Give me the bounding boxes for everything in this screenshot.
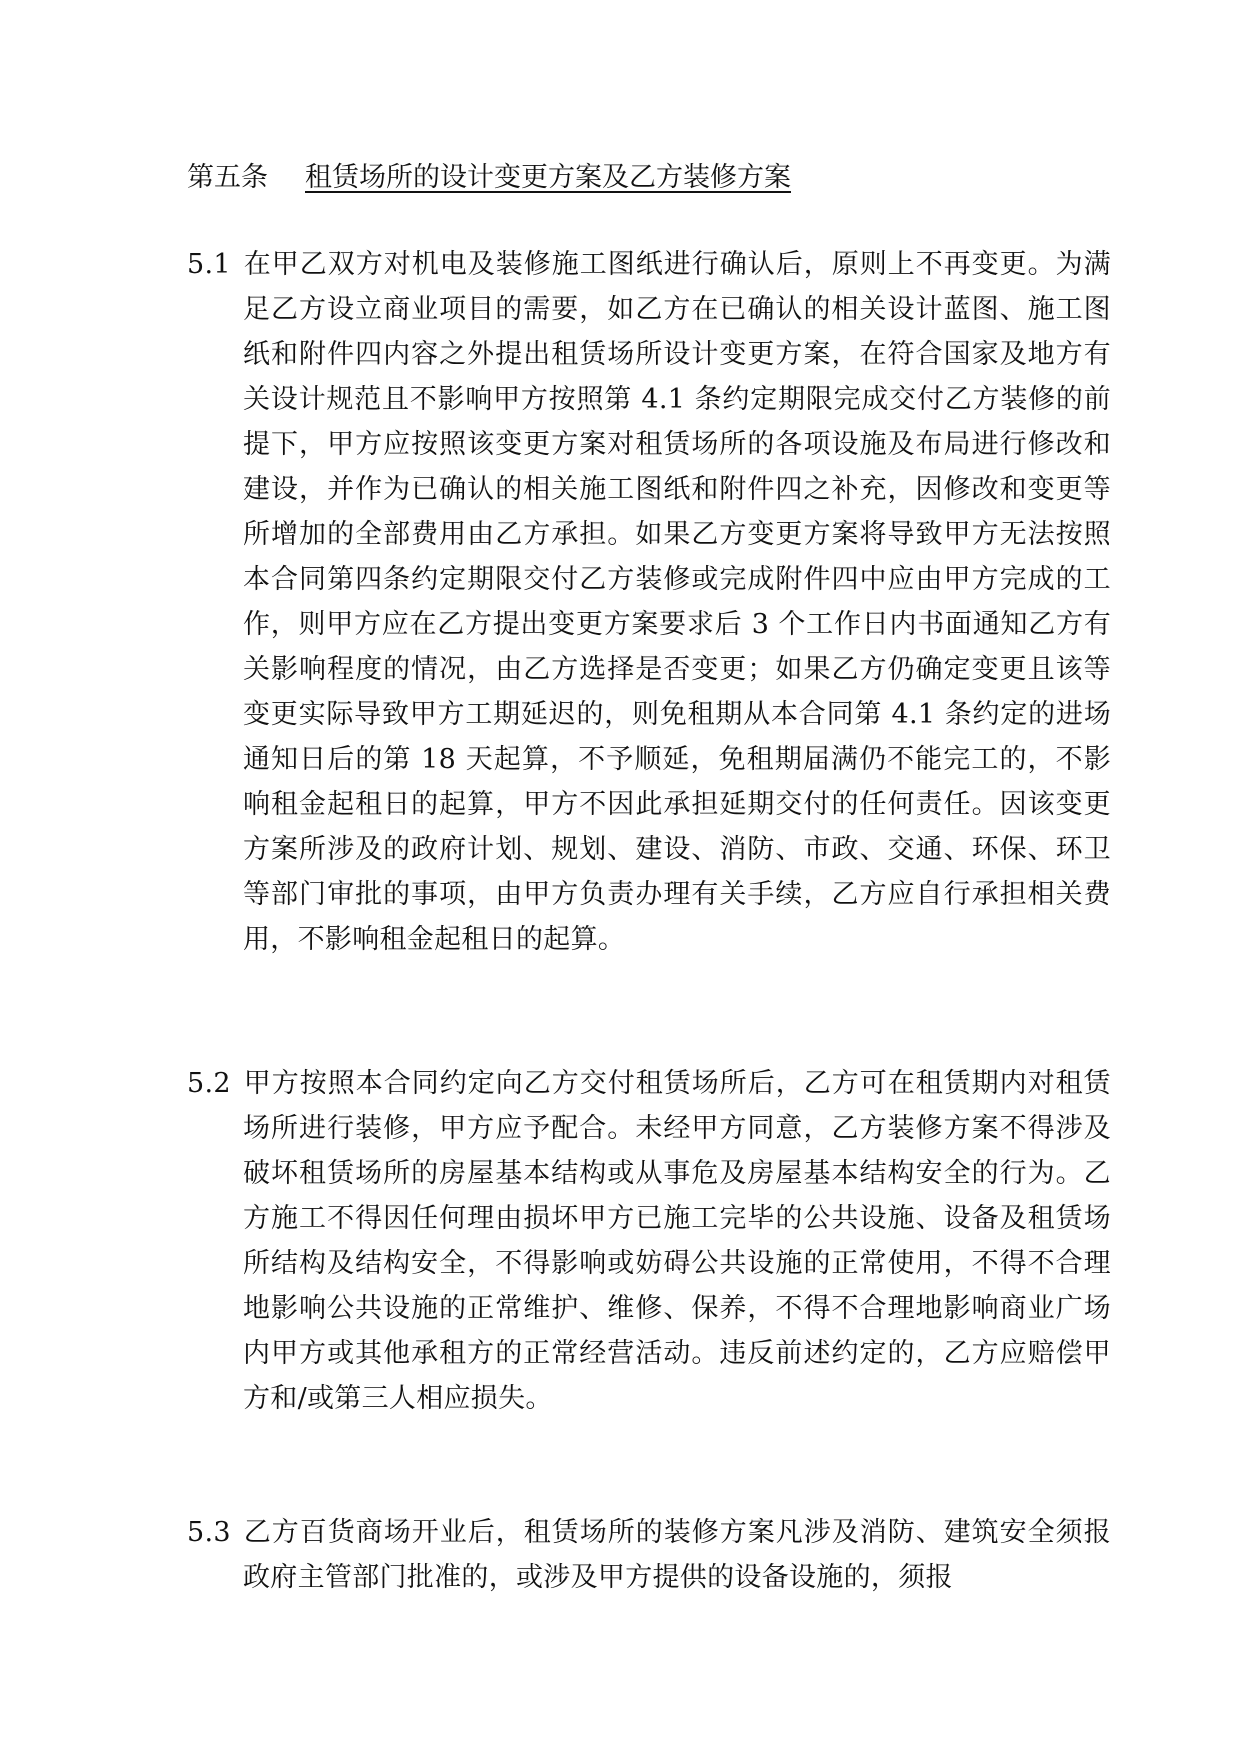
clause-text: 在甲乙双方对机电及装修施工图纸进行确认后，原则上不再变更。为满足乙方设立商业项目的需要，如乙方在已确认的相关设计蓝图、施工图纸和附件四内容之外提出租赁场所设计变更方案，在符合国家及地方有关设计规范且不影响甲方按照第 4.1 条约定期限完成交付乙方装修的前提下，甲方应按照该变更方案对租赁场所的各项设施及布局进行修改和建设，并作为已确认的相关施工图纸和附件四之补充，因修改和变更等所增加的全部费用由乙方承担。如果乙方变更方案将导致甲方无法按照本合同第四条约定期限交付乙方装修或完成附件四中应由甲方完成的工作，则甲方应在乙方提出变更方案要求后 3 个工作日内书面通知乙方有关影响程度的情况，由乙方选择是否变更；如果乙方仍确定变更且该等变更实际导致甲方工期延迟的，则免租期从本合同第 4.1 条约定的进场通知日后的第 18 天起算，不予顺延，免租期届满仍不能完工的，不影响租金起租日的起算，甲方不因此承担延期交付的任何责任。因该变更方案所涉及的政府计划、规划、建设、消防、市政、交通、环保、环卫等部门审批的事项，由甲方负责办理有关手续，乙方应自行承担相关费用，不影响租金起租日的起算。 — [243, 249, 1111, 955]
clause-number: 5.1 — [187, 249, 231, 280]
clause-5-2 — [187, 1061, 1111, 1421]
clause-number: 5.2 — [187, 1068, 231, 1099]
clause-text: 甲方按照本合同约定向乙方交付租赁场所后，乙方可在租赁期内对租赁场所进行装修，甲方应予配合。未经甲方同意，乙方装修方案不得涉及破坏租赁场所的房屋基本结构或从事危及房屋基本结构安全的行为。乙方施工不得因任何理由损坏甲方已施工完毕的公共设施、设备及租赁场所结构及结构安全，不得影响或妨碍公共设施的正常使用，不得不合理地影响公共设施的正常维护、维修、保养，不得不合理地影响商业广场内甲方或其他承租方的正常经营活动。违反前述约定的，乙方应赔偿甲方和/或第三人相应损失。 — [243, 1068, 1111, 1414]
clause-5-3 — [187, 1510, 1111, 1600]
clause-number: 5.3 — [187, 1517, 231, 1548]
clause-text: 乙方百货商场开业后，租赁场所的装修方案凡涉及消防、建筑安全须报政府主管部门批准的，或涉及甲方提供的设备设施的，须报 — [243, 1517, 1111, 1593]
article-number: 第五条 — [187, 162, 268, 193]
article-title: 租赁场所的设计变更方案及乙方装修方案 — [305, 162, 791, 193]
clause-5-1 — [187, 242, 1111, 962]
article-heading — [187, 158, 791, 198]
